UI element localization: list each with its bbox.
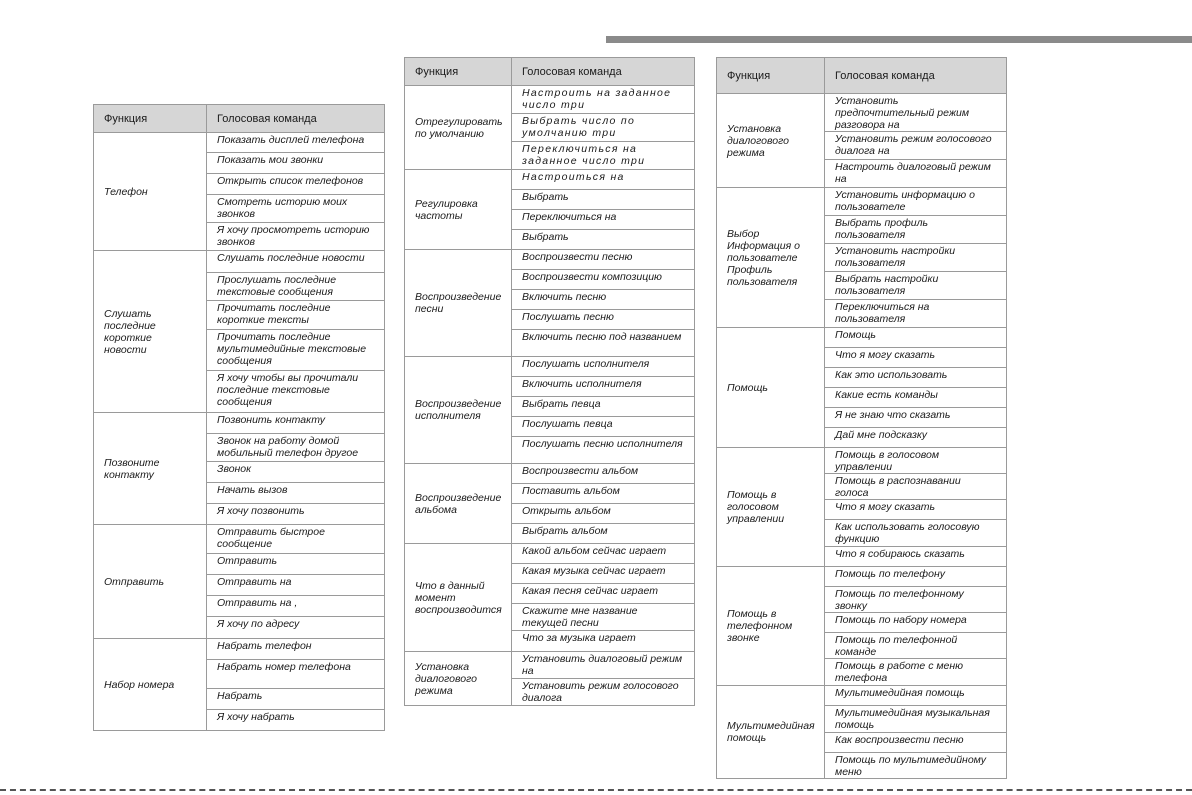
command-cell: Воспроизвести альбом xyxy=(512,464,695,484)
command-cell: Включить исполнителя xyxy=(512,377,695,397)
command-cell: Показать мои звонки xyxy=(207,153,385,174)
function-cell: Воспроизведение песни xyxy=(405,250,512,357)
voice-commands-table-2 xyxy=(404,57,695,706)
command-cell: Помощь по телефонному звонку xyxy=(825,587,1007,613)
command-cell: Мультимедийная помощь xyxy=(825,686,1007,706)
command-cell: Настроить диалоговый режим на xyxy=(825,160,1007,188)
function-cell: Отправить xyxy=(94,525,207,639)
command-cell: Что я могу сказать xyxy=(825,500,1007,520)
function-cell: Набор номера xyxy=(94,639,207,731)
command-cell: Установить предпочтительный режим разговора на xyxy=(825,94,1007,132)
command-cell: Включить песню под названием xyxy=(512,330,695,357)
command-cell: Отправить xyxy=(207,554,385,575)
command-cell: Послушать песню исполнителя xyxy=(512,437,695,464)
column-header-function: Функция xyxy=(717,58,825,94)
function-cell: Воспроизведение альбома xyxy=(405,464,512,544)
command-cell: Помощь по телефонной команде xyxy=(825,633,1007,659)
function-cell: Помощь xyxy=(717,328,825,448)
command-cell: Отправить быстрое сообщение xyxy=(207,525,385,554)
function-cell: Отрегулировать по умолчанию xyxy=(405,86,512,170)
column-header-command: Голосовая команда xyxy=(207,105,385,133)
column-header-function: Функция xyxy=(405,58,512,86)
command-cell: Выбрать профиль пользователя xyxy=(825,216,1007,244)
command-cell: Переключиться на пользователя xyxy=(825,300,1007,328)
command-cell: Установить режим голосового диалога xyxy=(512,679,695,706)
command-cell: Помощь xyxy=(825,328,1007,348)
command-cell: Выбрать певца xyxy=(512,397,695,417)
command-cell: Выбрать альбом xyxy=(512,524,695,544)
command-cell: Помощь в работе с меню телефона xyxy=(825,659,1007,686)
page-bottom-rule xyxy=(0,789,1192,791)
command-cell: Открыть список телефонов xyxy=(207,174,385,195)
command-cell: Переключиться на заданное число три xyxy=(512,142,695,170)
command-cell: Звонок на работу домой мобильный телефон другое xyxy=(207,434,385,462)
command-cell: Звонок xyxy=(207,462,385,483)
command-cell: Поставить альбом xyxy=(512,484,695,504)
command-cell: Помощь по мультимедийному меню xyxy=(825,753,1007,779)
command-cell: Настроиться на xyxy=(512,170,695,190)
command-cell: Включить песню xyxy=(512,290,695,310)
function-cell: Установка диалогового режима xyxy=(405,652,512,706)
command-cell: Настроить на заданное число три xyxy=(512,86,695,114)
command-cell: Отправить на , xyxy=(207,596,385,617)
function-cell: Мультимедийная помощь xyxy=(717,686,825,779)
command-cell: Помощь в голосовом управлении xyxy=(825,448,1007,474)
command-cell: Что я могу сказать xyxy=(825,348,1007,368)
column-header-command: Голосовая команда xyxy=(512,58,695,86)
command-cell: Помощь в распознавании голоса xyxy=(825,474,1007,500)
command-cell: Установить настройки пользователя xyxy=(825,244,1007,272)
command-cell: Какая музыка сейчас играет xyxy=(512,564,695,584)
function-cell: Позвоните контакту xyxy=(94,413,207,525)
voice-commands-table-3 xyxy=(716,57,1007,779)
voice-commands-table-1 xyxy=(93,104,385,731)
command-cell: Выбрать xyxy=(512,190,695,210)
command-cell: Открыть альбом xyxy=(512,504,695,524)
command-cell: Я хочу позвонить xyxy=(207,504,385,525)
command-cell: Прочитать последние короткие тексты xyxy=(207,301,385,330)
function-cell: Воспроизведение исполнителя xyxy=(405,357,512,464)
command-cell: Послушать певца xyxy=(512,417,695,437)
command-cell: Как использовать голосовую функцию xyxy=(825,520,1007,547)
command-cell: Какие есть команды xyxy=(825,388,1007,408)
command-cell: Я хочу набрать xyxy=(207,710,385,731)
command-cell: Отправить на xyxy=(207,575,385,596)
column-header-command: Голосовая команда xyxy=(825,58,1007,94)
command-cell: Выбрать число по умолчанию три xyxy=(512,114,695,142)
command-cell: Скажите мне название текущей песни xyxy=(512,604,695,631)
command-cell: Что за музыка играет xyxy=(512,631,695,652)
function-cell: Регулировка частоты xyxy=(405,170,512,250)
command-cell: Прослушать последние текстовые сообщения xyxy=(207,273,385,301)
command-cell: Как воспроизвести песню xyxy=(825,733,1007,753)
function-cell: Помощь в голосовом управлении xyxy=(717,448,825,567)
command-cell: Я хочу просмотреть историю звонков xyxy=(207,223,385,251)
function-cell: Установка диалогового режима xyxy=(717,94,825,188)
command-cell: Показать дисплей телефона xyxy=(207,133,385,153)
command-cell: Установить режим голосового диалога на xyxy=(825,132,1007,160)
command-cell: Позвонить контакту xyxy=(207,413,385,434)
command-cell: Начать вызов xyxy=(207,483,385,504)
command-cell: Я хочу по адресу xyxy=(207,617,385,639)
function-cell: Телефон xyxy=(94,133,207,251)
command-cell: Мультимедийная музыкальная помощь xyxy=(825,706,1007,733)
command-cell: Установить диалоговый режим на xyxy=(512,652,695,679)
header-rule xyxy=(606,36,1192,43)
command-cell: Как это использовать xyxy=(825,368,1007,388)
command-cell: Набрать xyxy=(207,689,385,710)
function-cell: Что в данный момент воспроизводится xyxy=(405,544,512,652)
command-cell: Воспроизвести песню xyxy=(512,250,695,270)
command-cell: Дай мне подсказку xyxy=(825,428,1007,448)
function-cell: Помощь в телефонном звонке xyxy=(717,567,825,686)
command-cell: Я не знаю что сказать xyxy=(825,408,1007,428)
command-cell: Смотреть историю моих звонков xyxy=(207,195,385,223)
command-cell: Переключиться на xyxy=(512,210,695,230)
command-cell: Слушать последние новости xyxy=(207,251,385,273)
function-cell: Слушать последние короткие новости xyxy=(94,251,207,413)
function-cell: Выбор Информация о пользователе Профиль пользователя xyxy=(717,188,825,328)
command-cell: Выбрать настройки пользователя xyxy=(825,272,1007,300)
command-cell: Помощь по набору номера xyxy=(825,613,1007,633)
command-cell: Воспроизвести композицию xyxy=(512,270,695,290)
command-cell: Послушать исполнителя xyxy=(512,357,695,377)
command-cell: Прочитать последние мультимедийные текстовые сообщения xyxy=(207,330,385,371)
command-cell: Установить информацию о пользователе xyxy=(825,188,1007,216)
command-cell: Послушать песню xyxy=(512,310,695,330)
command-cell: Выбрать xyxy=(512,230,695,250)
command-cell: Набрать номер телефона xyxy=(207,660,385,689)
command-cell: Что я собираюсь сказать xyxy=(825,547,1007,567)
command-cell: Набрать телефон xyxy=(207,639,385,660)
column-header-function: Функция xyxy=(94,105,207,133)
command-cell: Какой альбом сейчас играет xyxy=(512,544,695,564)
command-cell: Какая песня сейчас играет xyxy=(512,584,695,604)
command-cell: Я хочу чтобы вы прочитали последние текстовые сообщения xyxy=(207,371,385,413)
command-cell: Помощь по телефону xyxy=(825,567,1007,587)
